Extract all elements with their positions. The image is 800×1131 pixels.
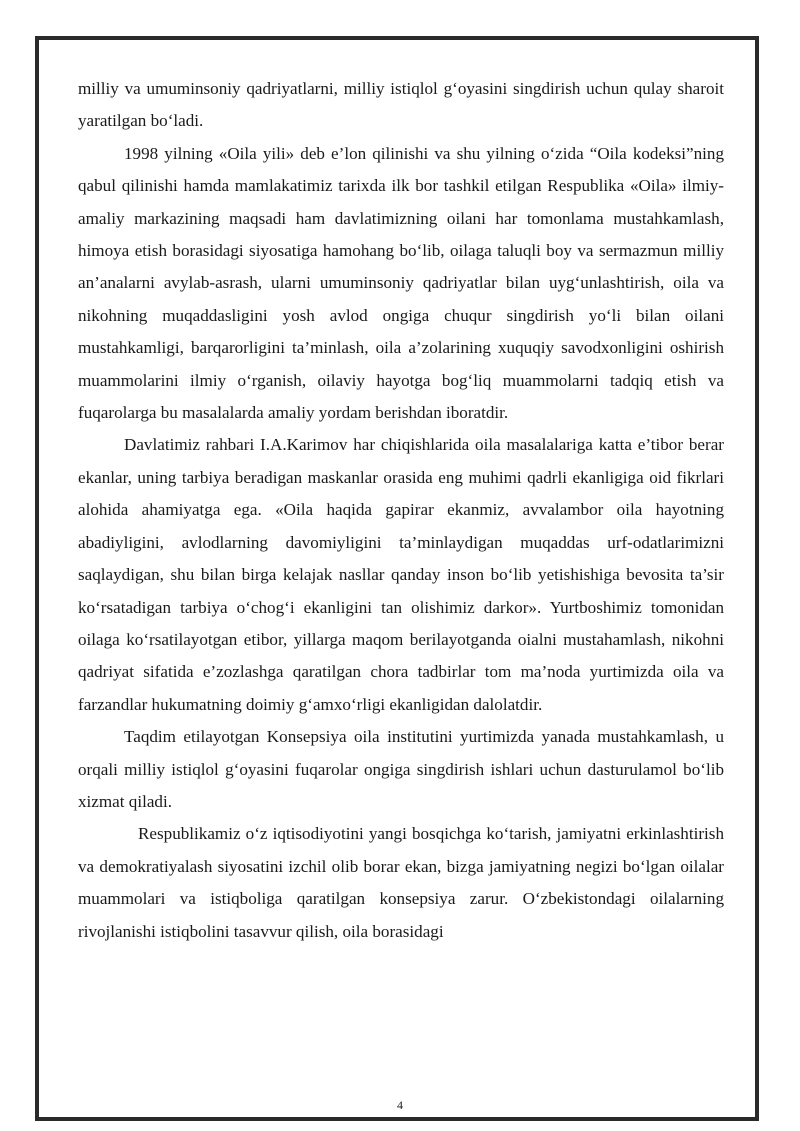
paragraph-respublikamiz: Respublikamiz o‘z iqtisodiyotini yangi bosqichga ko‘tarish, jamiyatni erkinlashtirish va demokratiyalash siyosatini izchil olib borar ekan, bizga jamiyatning negizi bo‘lgan oilalar muammolari va istiqboliga qaratilgan konsepsiya zarur. O‘zbekistondagi oilalarning rivojlanishi istiqbolini tasavvur qilish, oila borasidagi <box>78 824 724 941</box>
paragraph-konsepsiya: Taqdim etilayotgan Konsepsiya oila institutini yurtimizda yanada mustahkamlash, u orqali milliy istiqlol g‘oyasini fuqarolar ongiga singdirish ishlari uchun dasturulamol bo‘lib xizmat qiladi. <box>78 727 724 811</box>
paragraph-davlatimiz-rahbari: Davlatimiz rahbari I.A.Karimov har chiqishlarida oila masalalariga katta e’tibor berar ekanlar, uning tarbiya beradigan maskanlar orasida eng muhimi qadrli ekanligiga oid fikrlari alohida ahamiyatga ega. «Oila haqida gapirar ekanmiz, avvalambor oila hayotning abadiyligini, avlodlarning davomiyligini ta’minlaydigan muqaddas urf-odatlarimizni saqlaydigan, shu bilan birga kelajak nasllar qanday inson bo‘lib yetishishiga bevosita ta’sir ko‘rsatadigan tarbiya o‘chog‘i ekanligini tan olishimiz darkor». Yurtboshimiz tomonidan oilaga ko‘rsatilayotgan etibor, yillarga maqom berilayotganda oialni mustahamlash, nikohni qadriyat sifatida e’zozlashga qaratilgan chora tadbirlar tom ma’noda yurtimizda oila va farzandlar hukumatning doimiy g‘amxo‘rligi ekanligidan dalolatdir. <box>78 435 724 714</box>
paragraph-continuation: milliy va umuminsoniy qadriyatlarni, milliy istiqlol g‘oyasini singdirish uchun qulay sharoit yaratilgan bo‘ladi. <box>78 79 724 131</box>
document-body <box>78 73 724 948</box>
paragraph-oila-yili: 1998 yilning «Oila yili» deb e’lon qilinishi va shu yilning o‘zida “Oila kodeksi”ning qabul qilinishi hamda mamlakatimiz tarixda ilk bor tashkil etilgan Respublika «Oila» ilmiy-amaliy markazining maqsadi ham davlatimizning oilani har tomonlama mustahkamlash, himoya etish borasidagi siyosatiga hamohang bo‘lib, oilaga taluqli boy va sermazmun milliy an’analarni avylab-asrash, ularni umuminsoniy qadriyatlar bilan uyg‘unlashtirish, oila va nikohning muqaddasligini yosh avlod ongiga chuqur singdirish yo‘li bilan oilani mustahkamligi, barqarorligini ta’minlash, oila a’zolarining xuquqiy savodxonligini oshirish muammolarini ilmiy o‘rganish, oilaviy hayotga bog‘liq muammolarni tadqiq etish va fuqarolarga bu masalalarda amaliy yordam berishdan iboratdir. <box>78 143 724 423</box>
page-number: 4 <box>397 1098 403 1112</box>
